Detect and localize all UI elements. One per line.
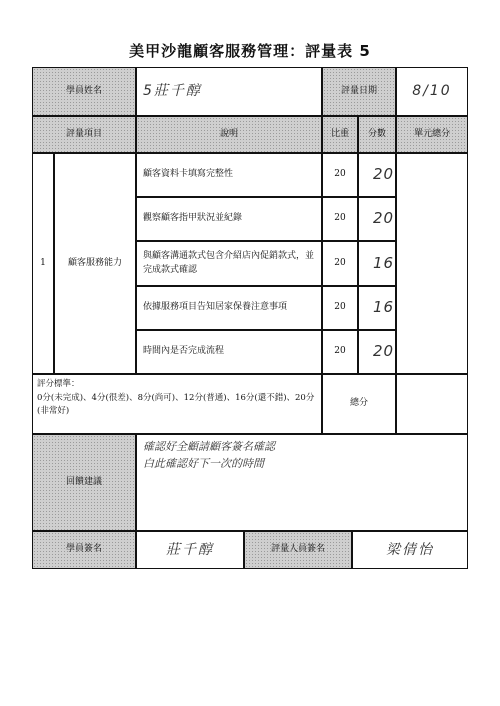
evaluation-table [32, 67, 468, 569]
table-row-description: 觀察顧客指甲狀況並紀錄 [136, 197, 322, 241]
feedback-content [136, 434, 468, 531]
evaluator-signature-label: 評量人員簽名 [244, 531, 352, 569]
table-row-score: 20 [358, 153, 396, 197]
table-row-score: 16 [358, 241, 396, 286]
col-unit-total-header: 單元總分 [396, 116, 468, 153]
page-title: 美甲沙龍顧客服務管理：評量表 5 [129, 42, 371, 60]
feedback-line-2: 白此確認好下一次的時間 [143, 456, 264, 470]
student-name-label: 學員姓名 [32, 67, 136, 116]
student-name-value: 5莊千醇 [136, 67, 322, 116]
scoring-standard-text: 0分(未完成)、4分(很差)、8分(尚可)、12分(普通)、16分(還不錯)、20分(非常好) [37, 392, 315, 417]
student-signature-label: 學員簽名 [32, 531, 136, 569]
table-row-weight: 20 [322, 330, 358, 374]
table-row-weight: 20 [322, 286, 358, 330]
table-row-weight: 20 [322, 197, 358, 241]
table-row-score: 20 [358, 197, 396, 241]
table-row-score: 16 [358, 286, 396, 330]
table-row-description: 與顧客溝通款式包含介紹店內促銷款式，並完成款式確認 [136, 241, 322, 286]
col-item-header: 評量項目 [32, 116, 136, 153]
section-number: 1 [32, 153, 54, 374]
total-label: 總分 [322, 374, 396, 434]
col-score-header: 分數 [358, 116, 396, 153]
table-row-description: 顧客資料卡填寫完整性 [136, 153, 322, 197]
table-row-score: 20 [358, 330, 396, 374]
col-weight-header: 比重 [322, 116, 358, 153]
eval-date-value: 8/10 [396, 67, 468, 116]
eval-date-label: 評量日期 [322, 67, 396, 116]
table-row-description: 時間內是否完成流程 [136, 330, 322, 374]
table-row-weight: 20 [322, 241, 358, 286]
col-description-header: 說明 [136, 116, 322, 153]
table-row-weight: 20 [322, 153, 358, 197]
scoring-standard-heading: 評分標準： [37, 379, 80, 389]
unit-total-value [396, 153, 468, 374]
total-value [396, 374, 468, 434]
feedback-label: 回饋建議 [32, 434, 136, 531]
evaluator-signature-value: 梁倩怡 [352, 531, 468, 569]
student-signature-value: 莊千醇 [136, 531, 244, 569]
table-row-description: 依據服務項目告知居家保養注意事項 [136, 286, 322, 330]
feedback-line-1: 確認好全顧請顧客簽名確認 [143, 440, 275, 453]
scoring-standard [32, 374, 322, 434]
section-name: 顧客服務能力 [54, 153, 136, 374]
